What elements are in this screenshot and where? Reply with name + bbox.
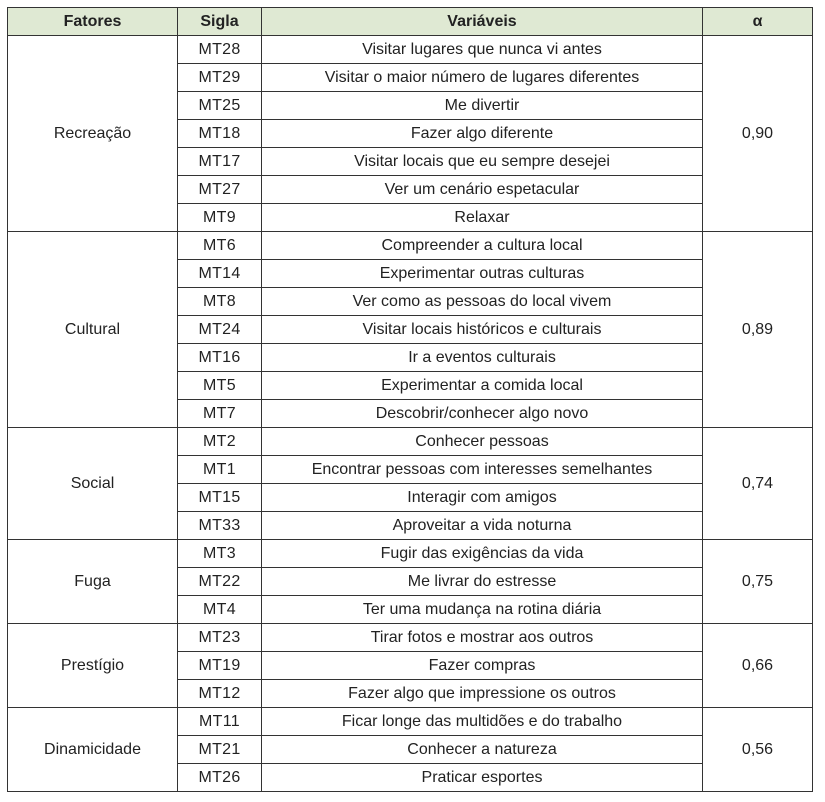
variable-cell: Relaxar xyxy=(262,204,703,232)
header-row xyxy=(8,8,813,36)
sigla-cell: MT11 xyxy=(178,708,262,736)
sigla-cell: MT8 xyxy=(178,288,262,316)
sigla-cell: MT6 xyxy=(178,232,262,260)
factor-cell: Fuga xyxy=(8,540,178,624)
factor-cell: Cultural xyxy=(8,232,178,428)
variable-cell: Ter uma mudança na rotina diária xyxy=(262,596,703,624)
variable-cell: Fugir das exigências da vida xyxy=(262,540,703,568)
variable-cell: Visitar locais que eu sempre desejei xyxy=(262,148,703,176)
table-row xyxy=(8,624,813,652)
sigla-cell: MT23 xyxy=(178,624,262,652)
variable-cell: Conhecer a natureza xyxy=(262,736,703,764)
sigla-cell: MT33 xyxy=(178,512,262,540)
alpha-cell: 0,74 xyxy=(703,428,813,540)
header-sigla: Sigla xyxy=(178,8,262,36)
factor-cell: Recreação xyxy=(8,36,178,232)
table-container xyxy=(7,7,813,792)
header-variaveis: Variáveis xyxy=(262,8,703,36)
variable-cell: Visitar o maior número de lugares diferentes xyxy=(262,64,703,92)
sigla-cell: MT9 xyxy=(178,204,262,232)
alpha-cell: 0,89 xyxy=(703,232,813,428)
table-row xyxy=(8,708,813,736)
variable-cell: Fazer algo diferente xyxy=(262,120,703,148)
header-alpha: α xyxy=(703,8,813,36)
variable-cell: Compreender a cultura local xyxy=(262,232,703,260)
motivations-table xyxy=(7,7,813,792)
sigla-cell: MT21 xyxy=(178,736,262,764)
variable-cell: Ver um cenário espetacular xyxy=(262,176,703,204)
sigla-cell: MT25 xyxy=(178,92,262,120)
factor-cell: Prestígio xyxy=(8,624,178,708)
sigla-cell: MT7 xyxy=(178,400,262,428)
variable-cell: Experimentar a comida local xyxy=(262,372,703,400)
sigla-cell: MT15 xyxy=(178,484,262,512)
sigla-cell: MT29 xyxy=(178,64,262,92)
variable-cell: Ver como as pessoas do local vivem xyxy=(262,288,703,316)
factor-cell: Dinamicidade xyxy=(8,708,178,792)
table-body xyxy=(8,36,813,792)
variable-cell: Tirar fotos e mostrar aos outros xyxy=(262,624,703,652)
alpha-cell: 0,56 xyxy=(703,708,813,792)
sigla-cell: MT3 xyxy=(178,540,262,568)
variable-cell: Me divertir xyxy=(262,92,703,120)
table-row xyxy=(8,540,813,568)
alpha-cell: 0,75 xyxy=(703,540,813,624)
variable-cell: Conhecer pessoas xyxy=(262,428,703,456)
sigla-cell: MT16 xyxy=(178,344,262,372)
variable-cell: Fazer compras xyxy=(262,652,703,680)
variable-cell: Ficar longe das multidões e do trabalho xyxy=(262,708,703,736)
sigla-cell: MT12 xyxy=(178,680,262,708)
alpha-cell: 0,90 xyxy=(703,36,813,232)
variable-cell: Interagir com amigos xyxy=(262,484,703,512)
variable-cell: Encontrar pessoas com interesses semelhantes xyxy=(262,456,703,484)
variable-cell: Ir a eventos culturais xyxy=(262,344,703,372)
variable-cell: Experimentar outras culturas xyxy=(262,260,703,288)
variable-cell: Visitar locais históricos e culturais xyxy=(262,316,703,344)
variable-cell: Fazer algo que impressione os outros xyxy=(262,680,703,708)
header-fatores: Fatores xyxy=(8,8,178,36)
sigla-cell: MT1 xyxy=(178,456,262,484)
sigla-cell: MT26 xyxy=(178,764,262,792)
variable-cell: Descobrir/conhecer algo novo xyxy=(262,400,703,428)
sigla-cell: MT5 xyxy=(178,372,262,400)
table-row xyxy=(8,428,813,456)
sigla-cell: MT18 xyxy=(178,120,262,148)
sigla-cell: MT19 xyxy=(178,652,262,680)
factor-cell: Social xyxy=(8,428,178,540)
sigla-cell: MT22 xyxy=(178,568,262,596)
sigla-cell: MT17 xyxy=(178,148,262,176)
variable-cell: Aproveitar a vida noturna xyxy=(262,512,703,540)
sigla-cell: MT27 xyxy=(178,176,262,204)
alpha-cell: 0,66 xyxy=(703,624,813,708)
sigla-cell: MT28 xyxy=(178,36,262,64)
variable-cell: Visitar lugares que nunca vi antes xyxy=(262,36,703,64)
sigla-cell: MT4 xyxy=(178,596,262,624)
sigla-cell: MT24 xyxy=(178,316,262,344)
variable-cell: Praticar esportes xyxy=(262,764,703,792)
cut-off-caption-fragment xyxy=(7,795,812,802)
table-row xyxy=(8,232,813,260)
variable-cell: Me livrar do estresse xyxy=(262,568,703,596)
table-row xyxy=(8,36,813,64)
sigla-cell: MT2 xyxy=(178,428,262,456)
sigla-cell: MT14 xyxy=(178,260,262,288)
